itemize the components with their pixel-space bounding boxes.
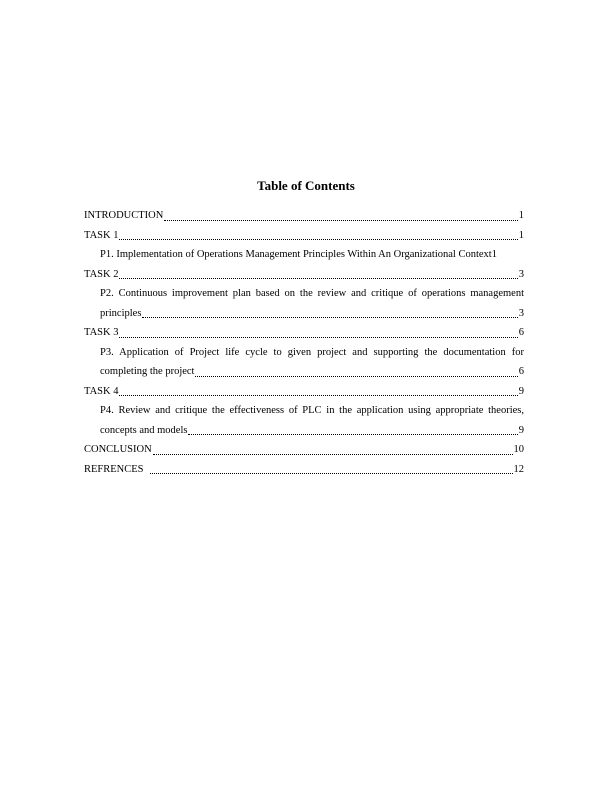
dot-leader bbox=[119, 337, 517, 338]
toc-entry-p1[interactable] bbox=[84, 245, 524, 265]
toc-entry-label: concepts and models bbox=[100, 424, 188, 436]
toc-page-number: 1 bbox=[518, 229, 524, 241]
dot-leader bbox=[153, 454, 513, 455]
dot-leader bbox=[188, 434, 517, 435]
toc-page-number: 3 bbox=[518, 268, 524, 280]
toc-entry-p2-line1[interactable]: P2. Continuous improvement plan based on the review and critique of operations management bbox=[100, 288, 524, 299]
toc-page-number: 6 bbox=[518, 327, 524, 338]
toc-entry-p3-line1[interactable]: P3. Application of Project life cycle to given project and supporting the documentation for bbox=[100, 346, 524, 358]
toc-page-number: 1 bbox=[518, 210, 524, 221]
toc-entry-p4-line1[interactable]: P4. Review and critique the effectiveness of PLC in the application using appropriate theories, bbox=[100, 405, 524, 416]
toc-entry-introduction[interactable] bbox=[84, 206, 524, 226]
dot-leader bbox=[164, 220, 517, 221]
toc-page-number: 12 bbox=[513, 463, 524, 475]
toc-entry-label: P1. Implementation of Operations Management Principles Within An Organizational Context bbox=[100, 249, 492, 260]
toc-entry-label: TASK 3 bbox=[84, 327, 119, 338]
toc-entry-label: CONCLUSION bbox=[84, 444, 152, 455]
toc-entry-p4[interactable] bbox=[84, 421, 524, 441]
toc-entry-p2[interactable] bbox=[84, 304, 524, 324]
toc-entry-label: completing the project bbox=[100, 366, 195, 377]
toc-title: Table of Contents bbox=[257, 178, 355, 193]
toc-entry-label: TASK 1 bbox=[84, 229, 119, 241]
toc-page-number: 9 bbox=[518, 385, 524, 397]
dot-leader bbox=[195, 376, 517, 377]
toc-entry-task4[interactable] bbox=[84, 382, 524, 402]
toc-entry-task1[interactable] bbox=[84, 226, 524, 246]
toc-page-number: 9 bbox=[518, 424, 524, 436]
toc-entry-conclusion[interactable] bbox=[84, 440, 524, 460]
toc-entry-label: INTRODUCTION bbox=[84, 210, 164, 221]
toc-entry-task3[interactable] bbox=[84, 323, 524, 343]
toc-entry-references[interactable] bbox=[84, 460, 524, 480]
dot-leader bbox=[142, 317, 517, 318]
table-of-contents bbox=[84, 206, 524, 479]
dot-leader bbox=[119, 395, 517, 396]
toc-entry-label: principles bbox=[100, 307, 142, 319]
toc-entry-label: TASK 4 bbox=[84, 385, 119, 397]
dot-leader bbox=[150, 473, 513, 474]
toc-entry-task2[interactable] bbox=[84, 265, 524, 285]
toc-page-number: 3 bbox=[518, 307, 524, 319]
toc-page-number: 10 bbox=[513, 444, 524, 455]
toc-page-number: 1 bbox=[491, 249, 497, 260]
toc-page-number: 6 bbox=[518, 366, 524, 377]
dot-leader bbox=[119, 278, 517, 279]
toc-entry-label: REFRENCES bbox=[84, 463, 144, 475]
toc-entry-label: TASK 2 bbox=[84, 268, 119, 280]
dot-leader bbox=[119, 239, 517, 240]
toc-entry-p3[interactable] bbox=[84, 362, 524, 382]
